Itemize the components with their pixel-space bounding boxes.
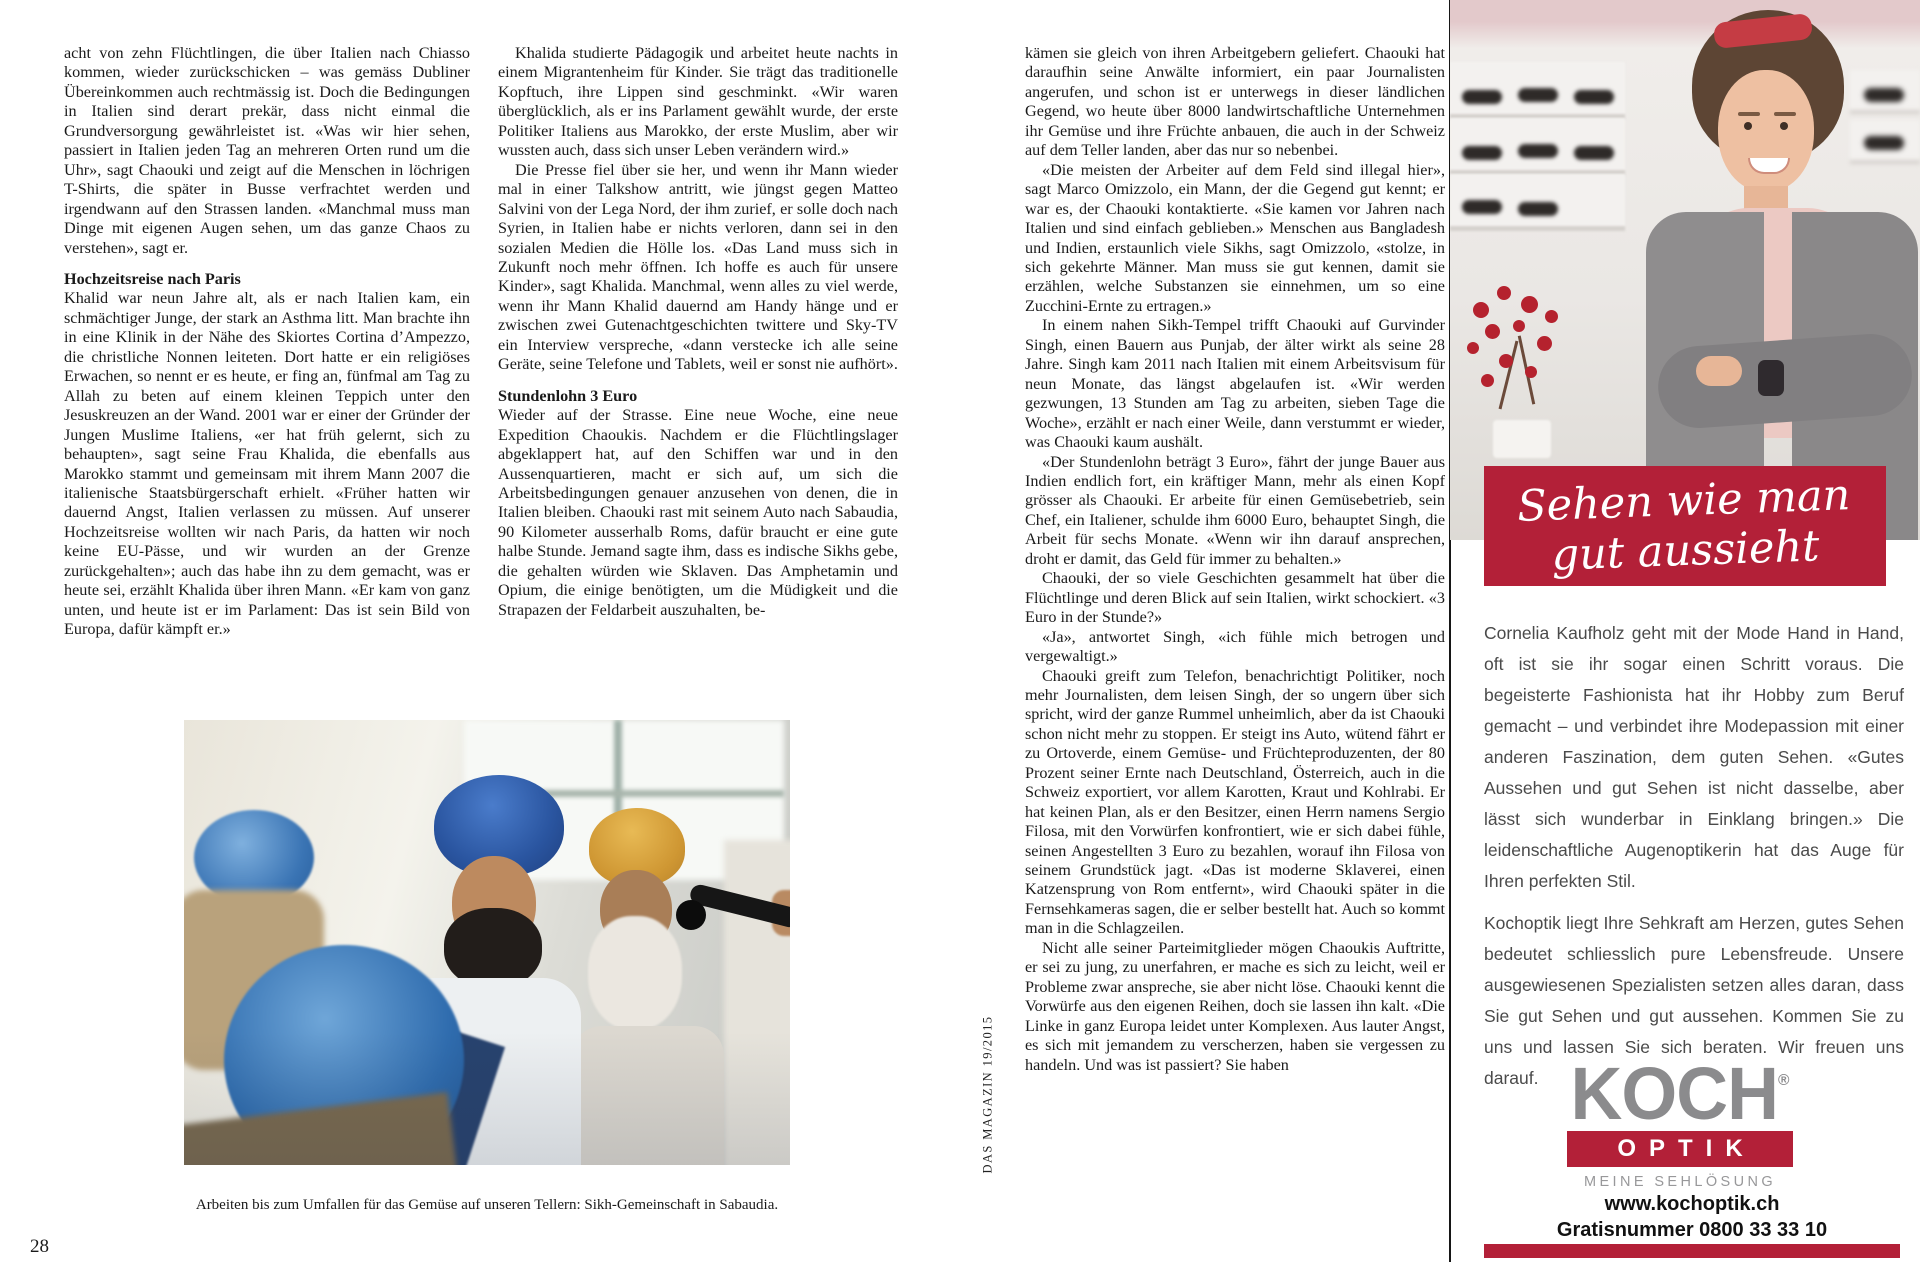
article-paragraph: Die Presse fiel über sie her, und wenn ihr Mann wieder mal in einer Talkshow antritt, wie jüngst gegen Matteo Salvini von der Lega Nord, der ihm zurief, er solle doch nach Syrien, in Italien habe er nichts verloren, dann sei in den sozialen Medien die Hölle los. «Das Land muss sich in Zukunft noch mehr öffnen. Ich hoffe es auch für unsere Kinder», sagt Khalida. Manchmal, wenn alles zu viel werde, wenn ihr Mann Khalid dauernd am Handy hänge und er zwischen zwei Gutenachtgeschichten twittere und Sky-TV ein Interview verspreche, «dann verstecke ich alle seine Geräte, seine Telefone und Tablets, weil er sonst nie aufhört».: [498, 160, 898, 374]
berry: [1545, 310, 1558, 323]
berry: [1537, 336, 1552, 351]
article-photo-sikh-community: [184, 720, 790, 1165]
portrait-eye: [1744, 122, 1752, 130]
ad-photo-optician: [1450, 0, 1920, 540]
berry: [1467, 342, 1479, 354]
article-paragraph: Khalid war neun Jahre alt, als er nach Italien kam, ein schmächtiger Junge, der stark an Asthma litt. Man brachte ihn in eine Klinik in der Nähe des Skiortes Cortina d’Ampezzo, die christliche Nonnen leiteten. Dort hatte er ein religiöses Erwachen, so nennt er es heute, er fing an, fünfmal am Tag zu Allah zu beten auf einem kleinen Teppich unter den Jesuskreuzen an der Wand. 2001 war er einer der Gründer der Jungen Muslime Italiens, «er hat früh gelernt, sich zu behaupten», sagt seine Frau Khalida, die ebenfalls aus Marokko stammt und gemeinsam mit ihrem Mann 2007 die italienische Staatsbürgerschaft erhielt. «Früher hatten wir dauernd Angst, Italien verlassen zu müssen. Auf unserer Hochzeitsreise wollten wir nach Paris, da hatten wir noch keine EU-Pässe, und wir wurden an der Grenze zurückgehalten»; auch das habe ihn zu dem gemacht, was er heute sei, erzählt Khalida über ihren Mann. «Er kam von ganz unten, und heute ist er im Parlament: Das ist sein Bild von Europa, dafür kämpft er.»: [64, 289, 470, 639]
article-paragraph: Chaouki, der so viele Geschichten gesammelt hat über die Flüchtlinge und deren Blick auf sein Italien, wirkt schockiert. «3 Euro in der Stunde?»: [1025, 569, 1445, 627]
article-paragraph: Chaouki greift zum Telefon, benachrichtigt Politiker, noch mehr Journalisten, dem leisen Singh, der so ungern über sich spricht, wird der ganze Rummel unheimlich, aber da ist Chaouki schon nicht mehr zu stoppen. Er steigt ins Auto, wütend fährt er zu Ortoverde, einem Gemüse- und Früchteproduzenten, der 80 Prozent seiner Ernte nach Deutschland, Österreich, auch in die Schweiz exportiert, vor allem Karotten, Kraut und Kohlrabi. Er hat keinen Plan, als er den Besitzer, einen Herrn namens Sergio Filosa, mit den Vorwürfen konfrontiert, wie er sich dabei fühle, seinen Angestellten 3 Euro zu bezahlen, worauf ihn Filosa von seinem Grundstück jagt. «Das ist moderne Sklaverei, einen Katzensprung von Rom entfernt», wird Chaouki später in die Fernsehkameras sagen, die er selber bestellt hat. Auch so kommt man in die Schlagzeilen.: [1025, 666, 1445, 938]
logo-wordmark: [1570, 1046, 1790, 1135]
article-paragraph: acht von zehn Flüchtlingen, die über Italien nach Chiasso kommen, wieder zurückschicken – was gemäss Dubliner Übereinkommen auch rechtmässig ist. Doch die Bedingungen in Italien sind derart prekär, dass nicht einmal die Grundversorgung gewährleistet ist. «Was wir hier sehen, passiert in Italien jeden Tag an mehreren Orten rund um die Uhr», sagt Chaouki und zeigt auf die Menschen in löchrigen T-Shirts, die später in Busse verfrachtet werden und irgendwann auf den Strassen landen. «Manchmal muss man Dinge mit eigenen Augen sehen, um das ganze Chaos zu verstehen», sagt er.: [64, 44, 470, 257]
ad-paragraph: Kochoptik liegt Ihre Sehkraft am Herzen, gutes Sehen bedeutet schliesslich pure Lebensfreude. Unsere ausgewiesenen Spezialisten setzen alles daran, dass Sie gut Sehen und gut aussehen. Kommen Sie zu uns und lassen Sie sich beraten. Wir freuen uns darauf.: [1484, 913, 1904, 1088]
portrait-eye: [1780, 122, 1788, 130]
eyewear-shelf: [1450, 118, 1625, 175]
berry: [1499, 354, 1513, 368]
glasses-icon: [1518, 144, 1558, 158]
eyewear-shelf: [1450, 62, 1625, 119]
ad-body-text: [1484, 618, 1904, 1094]
red-berry-arrangement: [1455, 280, 1590, 455]
article-paragraph: «Die meisten der Arbeiter auf dem Feld sind illegal hier», sagt Marco Omizzolo, ein Mann, der die Gegend gut kennt; er war es, der Chaouki kontaktierte. «Sie kamen vor Jahren nach Italien und sind einfach geblieben.» Menschen aus Bangladesh und Indien, erstaunlich viele Sikhs, sagt Omizzolo, «stolze, in sich gekehrte Männer. Man muss sie gut kennen, damit sie erzählen, welche Substanzen sie einnehmen, um so eine Zucchini-Ernte zu ertragen.»: [1025, 160, 1445, 315]
article-column-3: [1025, 44, 1445, 1154]
berry: [1525, 366, 1537, 378]
ad-banner-line2: gut aussieht: [1551, 521, 1821, 581]
glasses-icon: [1462, 200, 1502, 214]
article-paragraph: Nicht alle seiner Parteimitglieder mögen Chaoukis Auftritte, er sei zu jung, zu unerfahren, er mache es sich zu leicht, weil er Probleme zwar anspreche, sie aber nicht löse. Chaouki kennt die Vorwürfe aus den eigenen Reihen, doch sie lassen ihn kalt. «Die Linke in ganz Europa leidet unter Komplexen. Aus lauter Angst, es sich mit jemandem zu verscherzen, haben sie vergessen zu handeln. Und was ist passiert? Sie haben: [1025, 938, 1445, 1074]
wristwatch: [1758, 360, 1784, 396]
berry: [1485, 324, 1500, 339]
ad-website-link[interactable]: www.kochoptik.ch: [1604, 1193, 1780, 1215]
glasses-icon: [1462, 146, 1502, 160]
magazine-credit: DAS MAGAZIN 19/2015: [980, 1015, 995, 1174]
article-paragraph: «Ja», antwortet Singh, «ich fühle mich betrogen und vergewaltigt.»: [1025, 627, 1445, 666]
article-paragraph: kämen sie gleich von ihren Arbeitgebern geliefert. Chaouki hat daraufhin seine Anwälte informiert, ein paar Journalisten angerufen, und schon ist er unterwegs in dieser ländlichen Gegend, wo heute über 8000 landwirtschaftliche Unternehmen ihr Gemüse und ihre Früchte anbauen, die auch in der Schweiz auf dem Teller landen, aber das nur so nebenbei.: [1025, 44, 1445, 160]
photo-caption: Arbeiten bis zum Umfallen für das Gemüse auf unseren Tellern: Sikh-Gemeinschaft in Sabaudia.: [195, 1197, 779, 1213]
portrait-hand: [1696, 356, 1742, 386]
article-column-2: [498, 44, 898, 784]
ad-paragraph: Cornelia Kaufholz geht mit der Mode Hand in Hand, oft ist sie ihr sogar einen Schritt voraus. Die begeisterte Fashionista hat ihr Hobby zum Beruf gemacht – und verbindet ihre Modepassion mit einer anderen Faszination, dem guten Sehen. «Gutes Aussehen und gut Sehen ist nicht dasselbe, aber lässt sich wunderbar in Einklang bringen.» Die leidenschaftliche Augenoptikerin hat das Auge für Ihren perfekten Stil.: [1484, 623, 1904, 891]
berry-stem: [1499, 341, 1519, 410]
glasses-icon: [1574, 146, 1614, 160]
ad-banner: [1484, 466, 1886, 586]
ad-banner-line1: Sehen wie man: [1516, 470, 1852, 532]
registered-trademark-icon: ®: [1778, 1072, 1790, 1089]
photo-vignette: [184, 720, 790, 1165]
optician-portrait: [1640, 10, 1920, 540]
berry: [1521, 296, 1538, 313]
berry: [1513, 320, 1525, 332]
section-heading: Hochzeitsreise nach Paris: [64, 269, 241, 288]
glasses-icon: [1462, 90, 1502, 104]
article-paragraph: Khalida studierte Pädagogik und arbeitet heute nachts in einem Migrantenheim für Kinder. Sie trägt das traditionelle Kopftuch, ihre Lippen sind geschminkt. «Wir waren überglücklich, als er ins Parlament gewählt wurde, der erste Politiker Italiens aus Marokko, der erste Muslim, aber wir wussten auch, dass sich unser Leben verändern wird.»: [498, 44, 898, 160]
berry: [1473, 302, 1489, 318]
glasses-icon: [1574, 90, 1614, 104]
ad-phone-number: Gratisnummer 0800 33 33 10: [1556, 1219, 1828, 1241]
portrait-eyebrow: [1774, 112, 1796, 116]
berry: [1497, 286, 1511, 300]
article-column-1: [64, 44, 470, 654]
vase: [1493, 420, 1551, 458]
page-number: 28: [30, 1236, 49, 1257]
glasses-icon: [1518, 88, 1558, 102]
article-paragraph: «Der Stundenlohn beträgt 3 Euro», fährt der junge Bauer aus Indien endlich fort, ein kräftiger Mann, mehr als einen Kopf grösser als Chaouki. Er arbeite für einen Gemüsebetrieb, sein Chef, ein Italiener, schulde ihm 6000 Euro, behauptet Singh, die Arbeit für sechs Monate. «Wenn wir ihn darauf ansprechen, droht er damit, das Geld für immer zu behalten.»: [1025, 452, 1445, 568]
ad-footer-bar: [1484, 1244, 1900, 1258]
section-heading: Stundenlohn 3 Euro: [498, 386, 638, 405]
glasses-icon: [1518, 202, 1558, 216]
article-paragraph: In einem nahen Sikh-Tempel trifft Chaouki auf Gurvinder Singh, einen Bauern aus Punjab, der älter wirkt als seine 28 Jahre. Singh kam 2011 nach Italien mit einem Arbeitsvisum für neun Monate, das längst abgelaufen ist. «Wir werden gezwungen, 13 Stunden am Tag zu arbeiten, sieben Tage die Woche», erzählt er nach einer Weile, dann verstummt er wieder, was Chaouki kaum aushält.: [1025, 316, 1445, 452]
eyewear-shelf: [1450, 174, 1625, 231]
logo-tagline: MEINE SEHLÖSUNG: [1584, 1174, 1776, 1190]
logo-name-text: KOCH: [1570, 1052, 1779, 1135]
koch-optik-logo: [1567, 1046, 1793, 1190]
berry: [1481, 374, 1494, 387]
portrait-eyebrow: [1738, 112, 1760, 116]
logo-optik-band: OPTIK: [1567, 1131, 1793, 1167]
article-paragraph: Wieder auf der Strasse. Eine neue Woche, eine neue Expedition Chaoukis. Nachdem er die Flüchtlingslager abgeklappert hat, auf den Schiffen war und in den Aussenquartieren, macht er sich auf, um sich die Arbeitsbedingungen genauer anzusehen von denen, die in Italien bleiben. Chaouki rast mit seinem Auto nach Sabaudia, 90 Kilometer ausserhalb Roms, dafür braucht er eine gute halbe Stunde. Jemand sagte ihm, dass es indische Sikhs gebe, die gehalten würden wie Sklaven. Das Amphetamin und Opium, die einige benötigten, um die Müdigkeit und die Strapazen der Feldarbeit auszuhalten, be-: [498, 406, 898, 619]
